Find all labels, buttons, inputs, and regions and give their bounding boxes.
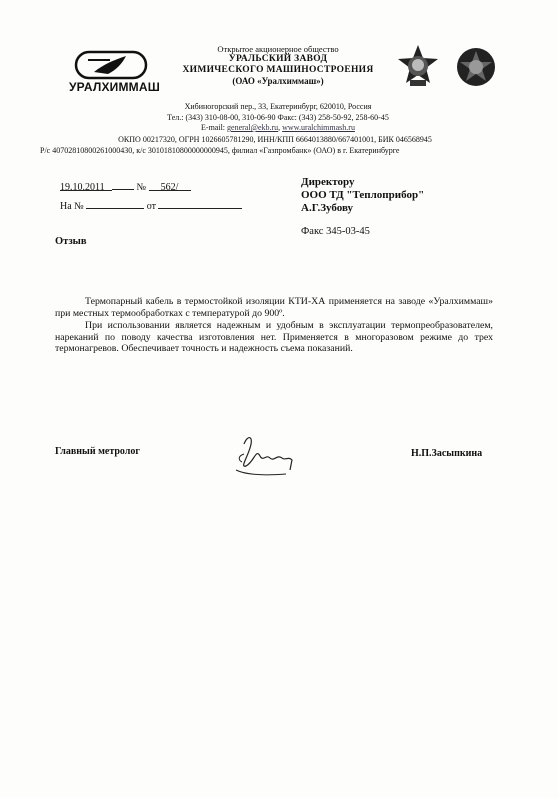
- reference-block: [60, 178, 242, 216]
- letter-body: [55, 296, 493, 355]
- org-name-line1: УРАЛЬСКИЙ ЗАВОД: [228, 54, 328, 64]
- email-label: E-mail:: [201, 123, 226, 132]
- website-link[interactable]: www.uralchimmash.ru: [282, 123, 355, 132]
- addressee-company: ООО ТД "Теплоприбор": [301, 189, 425, 201]
- requisites-line2: Р/с 40702810800261000430, к/с 30101810800000000945, филиал «Газпромбанк» (ОАО) в г. Екатеринбурге: [40, 145, 400, 155]
- addressee-name: А.Г.Зубову: [301, 202, 354, 214]
- address: Хибиногорский пер., 33, Екатеринбург, 620010, Россия: [184, 102, 372, 111]
- contacts-block: [148, 102, 408, 134]
- logo-text: УРАЛХИММАШ: [69, 80, 160, 94]
- signatory-position: Главный метролог: [55, 446, 140, 457]
- letter-date: 19.10.2011: [60, 182, 105, 193]
- signatory-name: Н.П.Засыпкина: [411, 448, 483, 459]
- order-medal-icon: [454, 44, 498, 90]
- body-paragraph-2: При использовании является надежным и удобным в эксплуатации термопреобразователем, нареканий по поводу качества изготовления нет. Применяется в многоразовом режиме до трех термонагревов. Обеспечивает точность и надежность съема показаний.: [55, 320, 493, 354]
- number-field: [149, 179, 191, 191]
- body-paragraph-1: Термопарный кабель в термостойкой изоляции КТИ-ХА применяется на заводе «Уралхиммаш» при местных термообработках с температурой до 900º.: [55, 296, 493, 319]
- ot-label: от: [146, 201, 156, 212]
- org-header: [168, 44, 388, 87]
- reference-line-outgoing: [60, 178, 242, 197]
- email-link[interactable]: general@ekb.ru: [227, 123, 279, 132]
- requisites-line1: ОКПО 00217320, ОГРН 1026605781290, ИНН/КПП 6664013880/667401001, БИК 046568945: [118, 135, 432, 144]
- letter-number: 562/: [160, 182, 179, 193]
- org-name-line2: ХИМИЧЕСКОГО МАШИНОСТРОЕНИЯ: [182, 65, 374, 75]
- email-row: E-mail: general@ekb.ru, www.uralchimmash.ru: [201, 123, 355, 132]
- addressee-title: Директору: [301, 176, 355, 188]
- document-type: Отзыв: [55, 236, 87, 247]
- order-of-lenin-medal-icon: [396, 44, 440, 90]
- bank-requisites: [40, 135, 510, 156]
- na-label: На №: [60, 201, 84, 212]
- org-type: Открытое акционерное общество: [217, 44, 339, 54]
- handwritten-signature: [230, 430, 302, 480]
- addressee-block: [301, 176, 424, 215]
- org-short-name: (ОАО «Уралхиммаш»): [232, 76, 324, 86]
- reference-line-incoming: [60, 197, 242, 216]
- addressee-fax: Факс 345-03-45: [301, 226, 370, 237]
- number-label: №: [136, 182, 147, 193]
- date-field: [60, 179, 112, 191]
- phone-fax: Тел.: (343) 310-08-00, 310-06-90 Факс: (343) 258-50-92, 258-60-45: [167, 112, 389, 122]
